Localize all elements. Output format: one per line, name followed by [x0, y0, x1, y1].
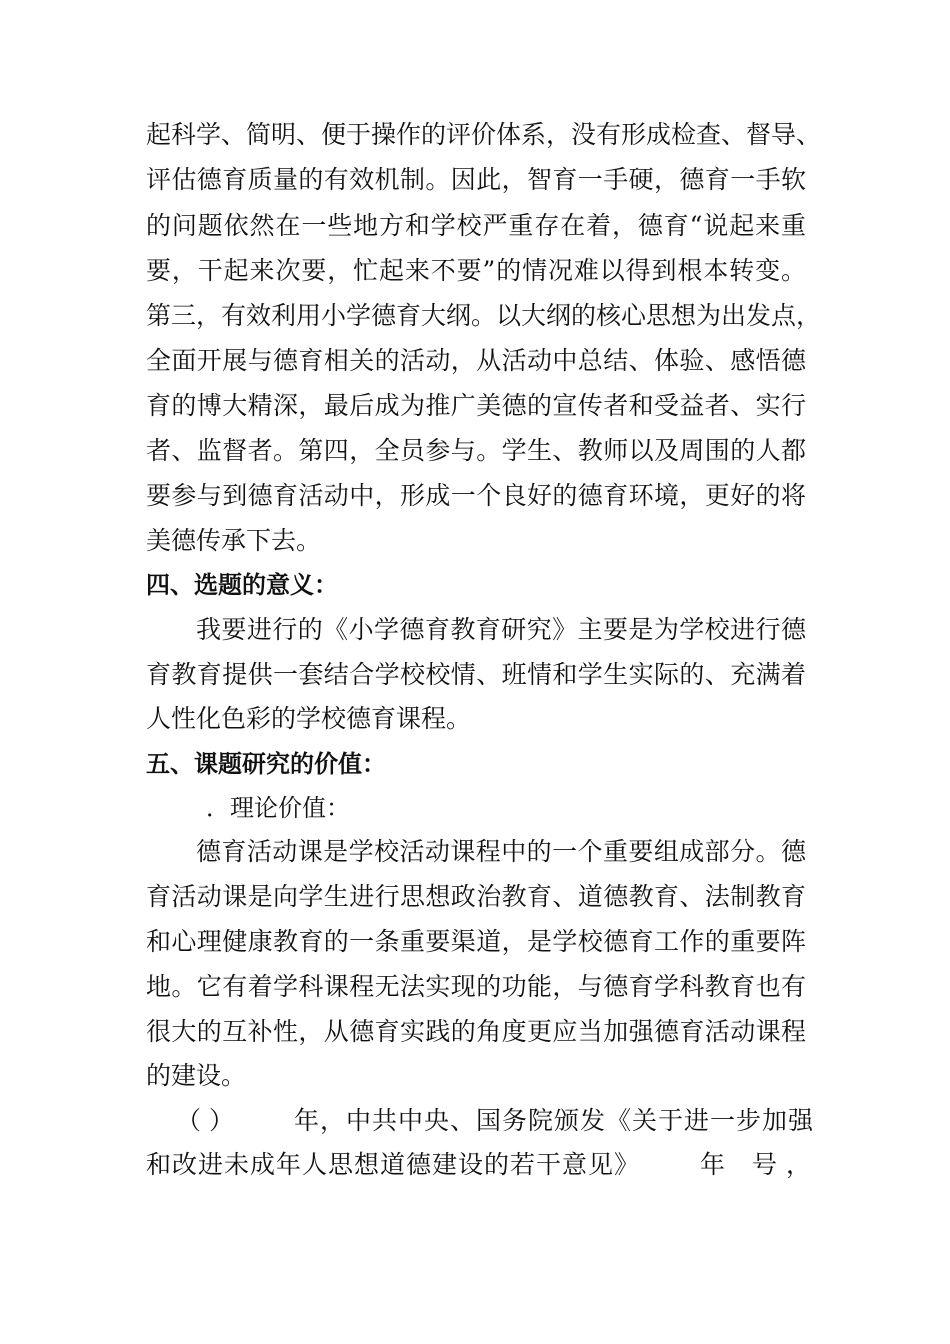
text-line: 年，中共中央、国务院颁发《关于进一步加强	[294, 1106, 815, 1135]
text-line: 全面开展与德育相关的活动，从活动中总结、体验、感悟德	[146, 346, 806, 375]
text-line: 和心理健康教育的一条重要渠道，是学校德育工作的重要阵	[146, 927, 806, 956]
text-line: 第三，有效利用小学德育大纲。以大纲的核心思想为出发点，	[146, 301, 822, 330]
text-line: 人性化色彩的学校德育课程。	[146, 704, 472, 733]
text-fragment: 年	[700, 1150, 726, 1179]
text-line: 育教育提供一套结合学校校情、班情和学生实际的、充满着	[146, 660, 806, 689]
text-line: 很大的互补性，从德育实践的角度更应当加强德育活动课程	[146, 1017, 806, 1046]
section-heading: 五、课题研究的价值：	[146, 750, 386, 778]
subsection-heading: ．理论价值：	[206, 794, 350, 822]
text-line: 德育活动课是学校活动课程中的一个重要组成部分。德	[196, 837, 806, 866]
text-line: 育活动课是向学生进行思想政治教育、道德教育、法制教育	[146, 882, 806, 911]
text-line: 地。它有着学科课程无法实现的功能，与德育学科教育也有	[146, 972, 806, 1001]
text-line: 美德传承下去。	[146, 526, 322, 555]
text-fragment: ，	[786, 1150, 812, 1179]
text-line: 我要进行的《小学德育教育研究》主要是为学校进行德	[196, 615, 806, 644]
text-line: 起科学、简明、便于操作的评价体系，没有形成检查、督导、	[146, 120, 822, 149]
text-line: 要，干起来次要，忙起来不要”的情况难以得到根本转变。	[146, 256, 806, 285]
text-line: 要参与到德育活动中，形成一个良好的德育环境，更好的将	[146, 481, 806, 510]
text-line: 和改进未成年人思想道德建设的若干意见》	[146, 1150, 641, 1179]
text-line: 的建设。	[146, 1061, 247, 1090]
text-line: 的问题依然在一些地方和学校严重存在着，德育“说起来重	[146, 211, 806, 240]
section-heading: 四、选题的意义：	[146, 571, 338, 599]
list-marker: （ ）	[176, 1106, 234, 1135]
text-fragment: 号	[752, 1150, 778, 1179]
text-line: 育的博大精深，最后成为推广美德的宣传者和受益者、实行	[146, 391, 806, 420]
text-line: 评估德育质量的有效机制。因此，智育一手硬，德育一手软	[146, 165, 806, 194]
text-line: 者、监督者。第四，全员参与。学生、教师以及周围的人都	[146, 436, 806, 465]
